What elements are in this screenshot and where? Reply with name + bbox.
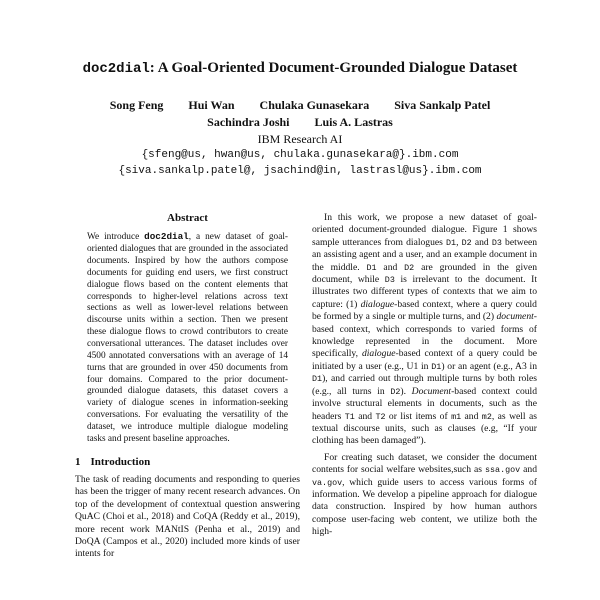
section-title: Introduction xyxy=(90,455,151,468)
email-line-1: {sfeng@us, hwan@us, chulaka.gunasekara@}.ibm.com xyxy=(141,149,459,161)
abstract-heading: Abstract xyxy=(167,212,208,224)
author-name: Luis A. Lastras xyxy=(314,115,393,129)
abstract-text: We introduce xyxy=(87,232,145,243)
paper-title xyxy=(0,60,600,77)
introduction-paragraph: The task of reading documents and responding to queries has been the trigger of many recent research advances. On top of the development of contextual question answering QuAC (Choi et al., 2018) and CoQA (Reddy et al., 2019), more recent work MANtIS (Penha et al., 2019) and DoQA (Campos et al., 2020) included more kinds of user intents for xyxy=(75,474,300,560)
author-name: Chulaka Gunasekara xyxy=(259,98,370,112)
author-name: Sachindra Joshi xyxy=(207,115,290,129)
abstract-body xyxy=(75,231,300,445)
title-rest: : A Goal-Oriented Document-Grounded Dialogue Dataset xyxy=(149,60,518,76)
dataset-name: doc2dial xyxy=(82,61,150,77)
abstract-dataset-name: doc2dial xyxy=(144,231,189,243)
author-name: Song Feng xyxy=(109,98,164,112)
section-heading-introduction xyxy=(75,456,300,468)
affiliation: IBM Research AI xyxy=(257,132,343,146)
author-line-1 xyxy=(0,97,600,114)
section-number: 1 xyxy=(75,455,81,468)
right-paragraph-2: For creating such dataset, we consider the document contents for social welfare websites,such as ssa.gov and va.gov, which guide users to access various forms of information. We develop a pipeline approach for dialogue data construction. Inspired by how human authors compose user-facing web content, we utilize both the high- xyxy=(312,451,537,538)
abstract-text: , a new dataset of goal-oriented dialogues that are grounded in the associated documents. Inspired by how the authors compose documents for guiding end users, we first construct dialogue flows based on the content elements that corresponds to higher-level relations across text sections as well as lower-level relations between discourse units within a section. Then we present these dialogue flows to crowd contributors to create conversational utterances. The dataset includes over 4500 annotated conversations with an average of 14 turns that are grounded in over 450 documents from four domains. Compared to the prior document-grounded dialogue datasets, this dataset covers a variety of dialogue scenes in information-seeking conversations. For evaluating the versatility of the dataset, we introduce multiple dialogue modeling tasks and present baseline approaches. xyxy=(87,232,288,444)
left-column xyxy=(75,212,300,561)
author-name: Hui Wan xyxy=(188,98,235,112)
right-paragraph-1: In this work, we propose a new dataset of goal-oriented document-grounded dialogue. Figure 1 shows sample utterances from dialogues D1, D2 and D3 between an assisting agent and a user, and an example document in the middle. D1 and D2 are grounded in the given document, while D3 is irrelevant to the document. It illustrates two different types of contexts that we aim to capture: (1) dialogue-based context, where a query could be formed by a single or multiple turns, and (2) document-based context, which corresponds to varied forms of knowledge represented in the document. More specifically, dialogue-based context of a query could be initiated by a user (e.g., U1 in D1) or an agent (e.g., A3 in D1), and carried out through multiple turns by both roles (e.g., all turns in D2). Document-based context could involve structural elements in documents, such as the headers T1 and T2 or list items of m1 and m2, as well as textual discourse units, such as clauses (e.g, “If your clothing has been damaged”). xyxy=(312,212,538,447)
author-block xyxy=(0,97,600,179)
author-name: Siva Sankalp Patel xyxy=(394,98,491,112)
right-column xyxy=(312,212,537,539)
email-line-2: {siva.sankalp.patel@, jsachind@in, lastrasl@us}.ibm.com xyxy=(118,165,482,177)
author-line-2 xyxy=(0,114,600,131)
